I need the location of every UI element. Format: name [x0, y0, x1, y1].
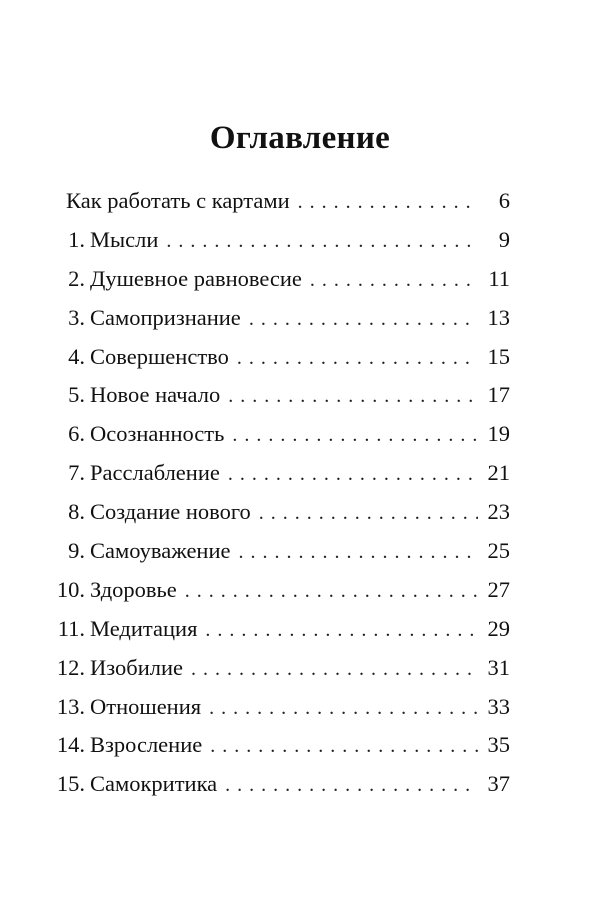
toc-dot-leader — [249, 300, 478, 339]
toc-entry[interactable] — [48, 571, 510, 610]
toc-entry-label: Душевное равновесие — [90, 265, 302, 291]
toc-dot-leader — [225, 766, 478, 805]
toc-entry-page: 23 — [487, 499, 510, 525]
toc-dot-leader — [232, 416, 478, 455]
toc-entry-page: 21 — [487, 460, 510, 486]
toc-dot-leader — [239, 533, 479, 572]
toc-entry-label: Расслабление — [90, 460, 220, 486]
toc-entry-page: 19 — [487, 421, 510, 447]
toc-dot-leader — [210, 727, 478, 766]
toc-dot-leader — [185, 572, 478, 611]
toc-entry-page: 25 — [487, 538, 510, 564]
toc-entry-label: Отношения — [90, 693, 202, 719]
toc-entry[interactable] — [48, 338, 510, 377]
toc-entry-page: 17 — [487, 382, 510, 408]
toc-entry-page: 6 — [498, 188, 510, 213]
toc-entry-number: 1. — [68, 226, 85, 252]
toc-entry-page: 37 — [487, 771, 510, 797]
toc-dot-leader — [310, 261, 478, 300]
toc-entry[interactable] — [48, 649, 510, 688]
toc-entry-label: Создание нового — [90, 499, 251, 525]
toc-entry-number: 15. — [56, 771, 85, 797]
toc-entry-number: 10. — [56, 576, 85, 602]
toc-entry-number: 3. — [68, 304, 85, 330]
toc-entry-label: Медитация — [90, 615, 198, 641]
toc-entry-label: Новое начало — [90, 382, 221, 408]
toc-entry[interactable] — [48, 454, 510, 493]
toc-dot-leader — [298, 183, 478, 222]
toc-dot-leader — [205, 611, 478, 650]
toc-entry[interactable] — [48, 415, 510, 454]
toc-entry[interactable] — [48, 260, 510, 299]
toc-entry-label: Здоровье — [90, 576, 177, 602]
toc-entry-page: 11 — [488, 265, 510, 291]
toc-entry-label: Мысли — [90, 226, 159, 252]
toc-entry-number: 14. — [56, 732, 85, 758]
toc-entry-number: 9. — [68, 538, 85, 564]
toc-entry-page: 31 — [487, 654, 510, 680]
toc-dot-leader — [191, 650, 478, 689]
toc-entry-page: 35 — [487, 732, 510, 758]
toc-entry-label: Самоуважение — [90, 538, 231, 564]
toc-entry-page: 9 — [498, 226, 510, 252]
toc-entry[interactable] — [48, 688, 510, 727]
toc-entry-page: 29 — [487, 615, 510, 641]
toc-entry[interactable] — [48, 493, 510, 532]
toc-dot-leader — [228, 377, 478, 416]
toc-dot-leader — [259, 494, 478, 533]
toc-entry[interactable] — [48, 726, 510, 765]
toc-entry-number: 4. — [68, 343, 85, 369]
toc-entry-number: 6. — [68, 421, 85, 447]
toc-entry-number: 13. — [56, 693, 85, 719]
toc-entry[interactable] — [48, 182, 510, 221]
toc-entry-number: 5. — [68, 382, 85, 408]
table-of-contents — [48, 182, 510, 804]
toc-entry-label: Изобилие — [90, 654, 183, 680]
toc-entry[interactable] — [48, 765, 510, 804]
toc-entry-label: Как работать с картами — [66, 188, 290, 213]
toc-entry[interactable] — [48, 532, 510, 571]
toc-entry-number: 7. — [68, 460, 85, 486]
toc-entry-label: Самокритика — [90, 771, 218, 797]
toc-entry[interactable] — [48, 299, 510, 338]
toc-entry[interactable] — [48, 610, 510, 649]
toc-entry[interactable] — [48, 221, 510, 260]
toc-entry-page: 13 — [487, 304, 510, 330]
toc-entry-page: 33 — [487, 693, 510, 719]
toc-dot-leader — [237, 339, 478, 378]
toc-entry-number: 12. — [56, 654, 85, 680]
toc-dot-leader — [209, 689, 478, 728]
toc-entry-page: 15 — [487, 343, 510, 369]
toc-entry-number: 11. — [57, 615, 85, 641]
page-title: Оглавление — [209, 120, 391, 157]
toc-entry-label: Самопризнание — [90, 304, 241, 330]
toc-entry-page: 27 — [487, 576, 510, 602]
toc-entry[interactable] — [48, 376, 510, 415]
toc-entry-number: 8. — [68, 499, 85, 525]
toc-dot-leader — [166, 222, 478, 261]
toc-entry-number: 2. — [68, 265, 85, 291]
toc-entry-label: Осознанность — [90, 421, 225, 447]
toc-entry-label: Совершенство — [90, 343, 229, 369]
toc-entry-label: Взросление — [90, 732, 203, 758]
toc-dot-leader — [228, 455, 478, 494]
